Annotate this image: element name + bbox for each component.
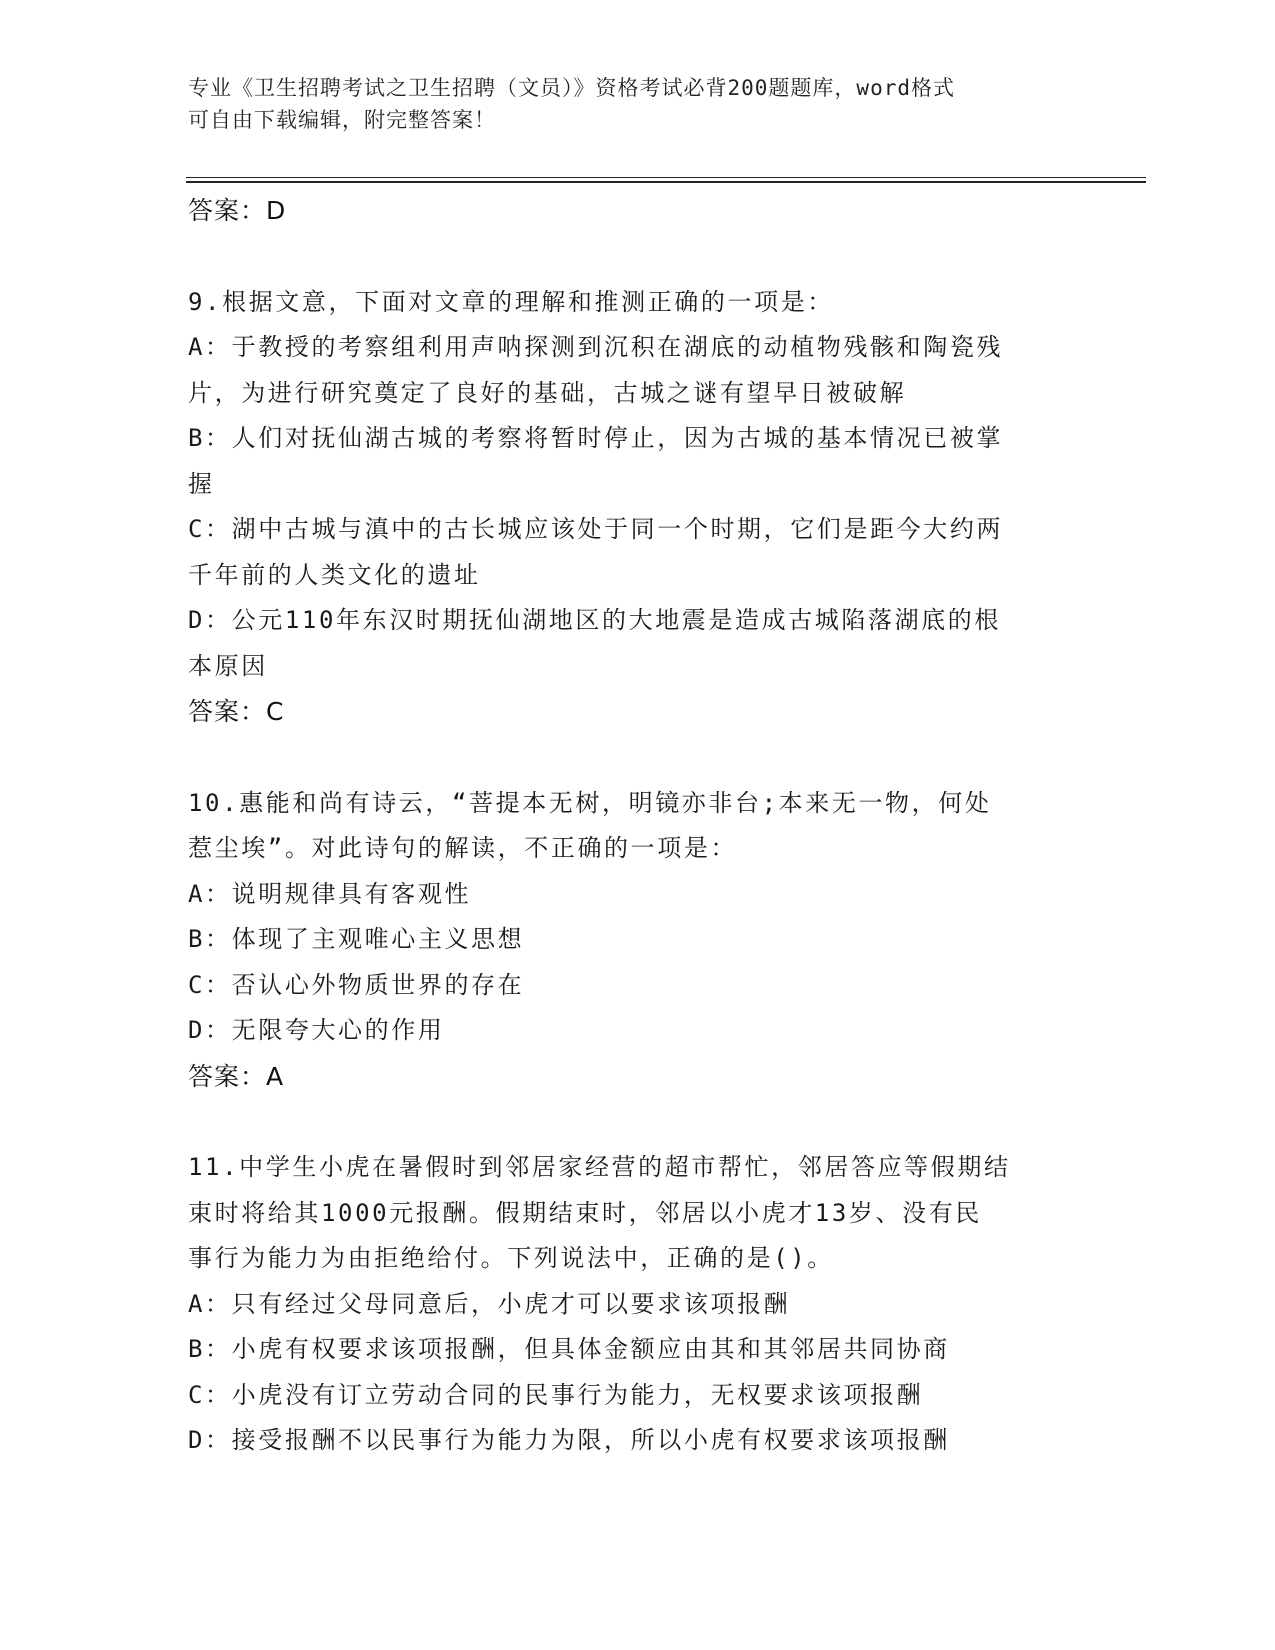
question-10-stem: 10.惠能和尚有诗云，“菩提本无树，明镜亦非台;本来无一物，何处: [188, 788, 992, 817]
question-10-option-a: A：说明规律具有客观性: [188, 879, 472, 908]
question-9-stem: 9.根据文意，下面对文章的理解和推测正确的一项是：: [188, 287, 834, 316]
question-content: [188, 188, 1078, 1464]
question-9-answer: 答案：C: [188, 697, 285, 726]
question-9-option-d: D：公元110年东汉时期抚仙湖地区的大地震是造成古城陷落湖底的根: [188, 606, 1001, 634]
question-11-option-b: B：小虎有权要求该项报酬，但具体金额应由其和其邻居共同协商: [188, 1335, 950, 1363]
question-9-option-a: A：于教授的考察组利用声呐探测到沉积在湖底的动植物残骸和陶瓷残: [188, 333, 1004, 361]
header-line-1: 专业《卫生招聘考试之卫生招聘（文员）》资格考试必背200题题库，word格式: [188, 76, 955, 100]
question-10-option-d: D：无限夸大心的作用: [188, 1016, 445, 1044]
question-10-option-b: B：体现了主观唯心主义思想: [188, 925, 525, 953]
spacer: [188, 735, 1078, 781]
question-11-option-d: D：接受报酬不以民事行为能力为限，所以小虎有权要求该项报酬: [188, 1426, 950, 1454]
document-header: [188, 72, 1068, 136]
question-9-option-c-cont: 千年前的人类文化的遗址: [188, 560, 481, 589]
question-9-option-d-cont: 本原因: [188, 651, 268, 680]
question-11-option-a: A：只有经过父母同意后，小虎才可以要求该项报酬: [188, 1289, 791, 1318]
question-9: [188, 280, 1078, 736]
question-9-option-a-cont: 片，为进行研究奠定了良好的基础，古城之谜有望早日被破解: [188, 378, 907, 407]
question-10: [188, 781, 1078, 1100]
question-10-stem-cont: 惹尘埃”。对此诗句的解读，不正确的一项是：: [188, 834, 738, 862]
question-11-stem-cont-1: 束时将给其1000元报酬。假期结束时，邻居以小虎才13岁、没有民: [188, 1198, 982, 1227]
question-11-stem-cont-2: 事行为能力为由拒绝给付。下列说法中，正确的是()。: [188, 1244, 834, 1272]
question-11-option-c: C：小虎没有订立劳动合同的民事行为能力，无权要求该项报酬: [188, 1380, 924, 1409]
header-rule-thin: [186, 177, 1146, 178]
header-rule-thick: [186, 181, 1146, 183]
question-10-option-c: C：否认心外物质世界的存在: [188, 970, 525, 999]
question-9-option-b: B：人们对抚仙湖古城的考察将暂时停止，因为古城的基本情况已被掌: [188, 424, 1004, 452]
question-9-option-c: C：湖中古城与滇中的古长城应该处于同一个时期，它们是距今大约两: [188, 515, 1004, 543]
question-10-answer: 答案：A: [188, 1061, 285, 1091]
spacer: [188, 234, 1078, 280]
question-9-option-b-cont: 握: [188, 469, 215, 498]
spacer: [188, 1100, 1078, 1146]
question-11: [188, 1145, 1078, 1464]
header-line-2: 可自由下载编辑，附完整答案！: [188, 108, 496, 132]
question-11-stem: 11.中学生小虎在暑假时到邻居家经营的超市帮忙，邻居答应等假期结: [188, 1153, 1011, 1181]
answer-previous-question: 答案：D: [188, 196, 287, 225]
